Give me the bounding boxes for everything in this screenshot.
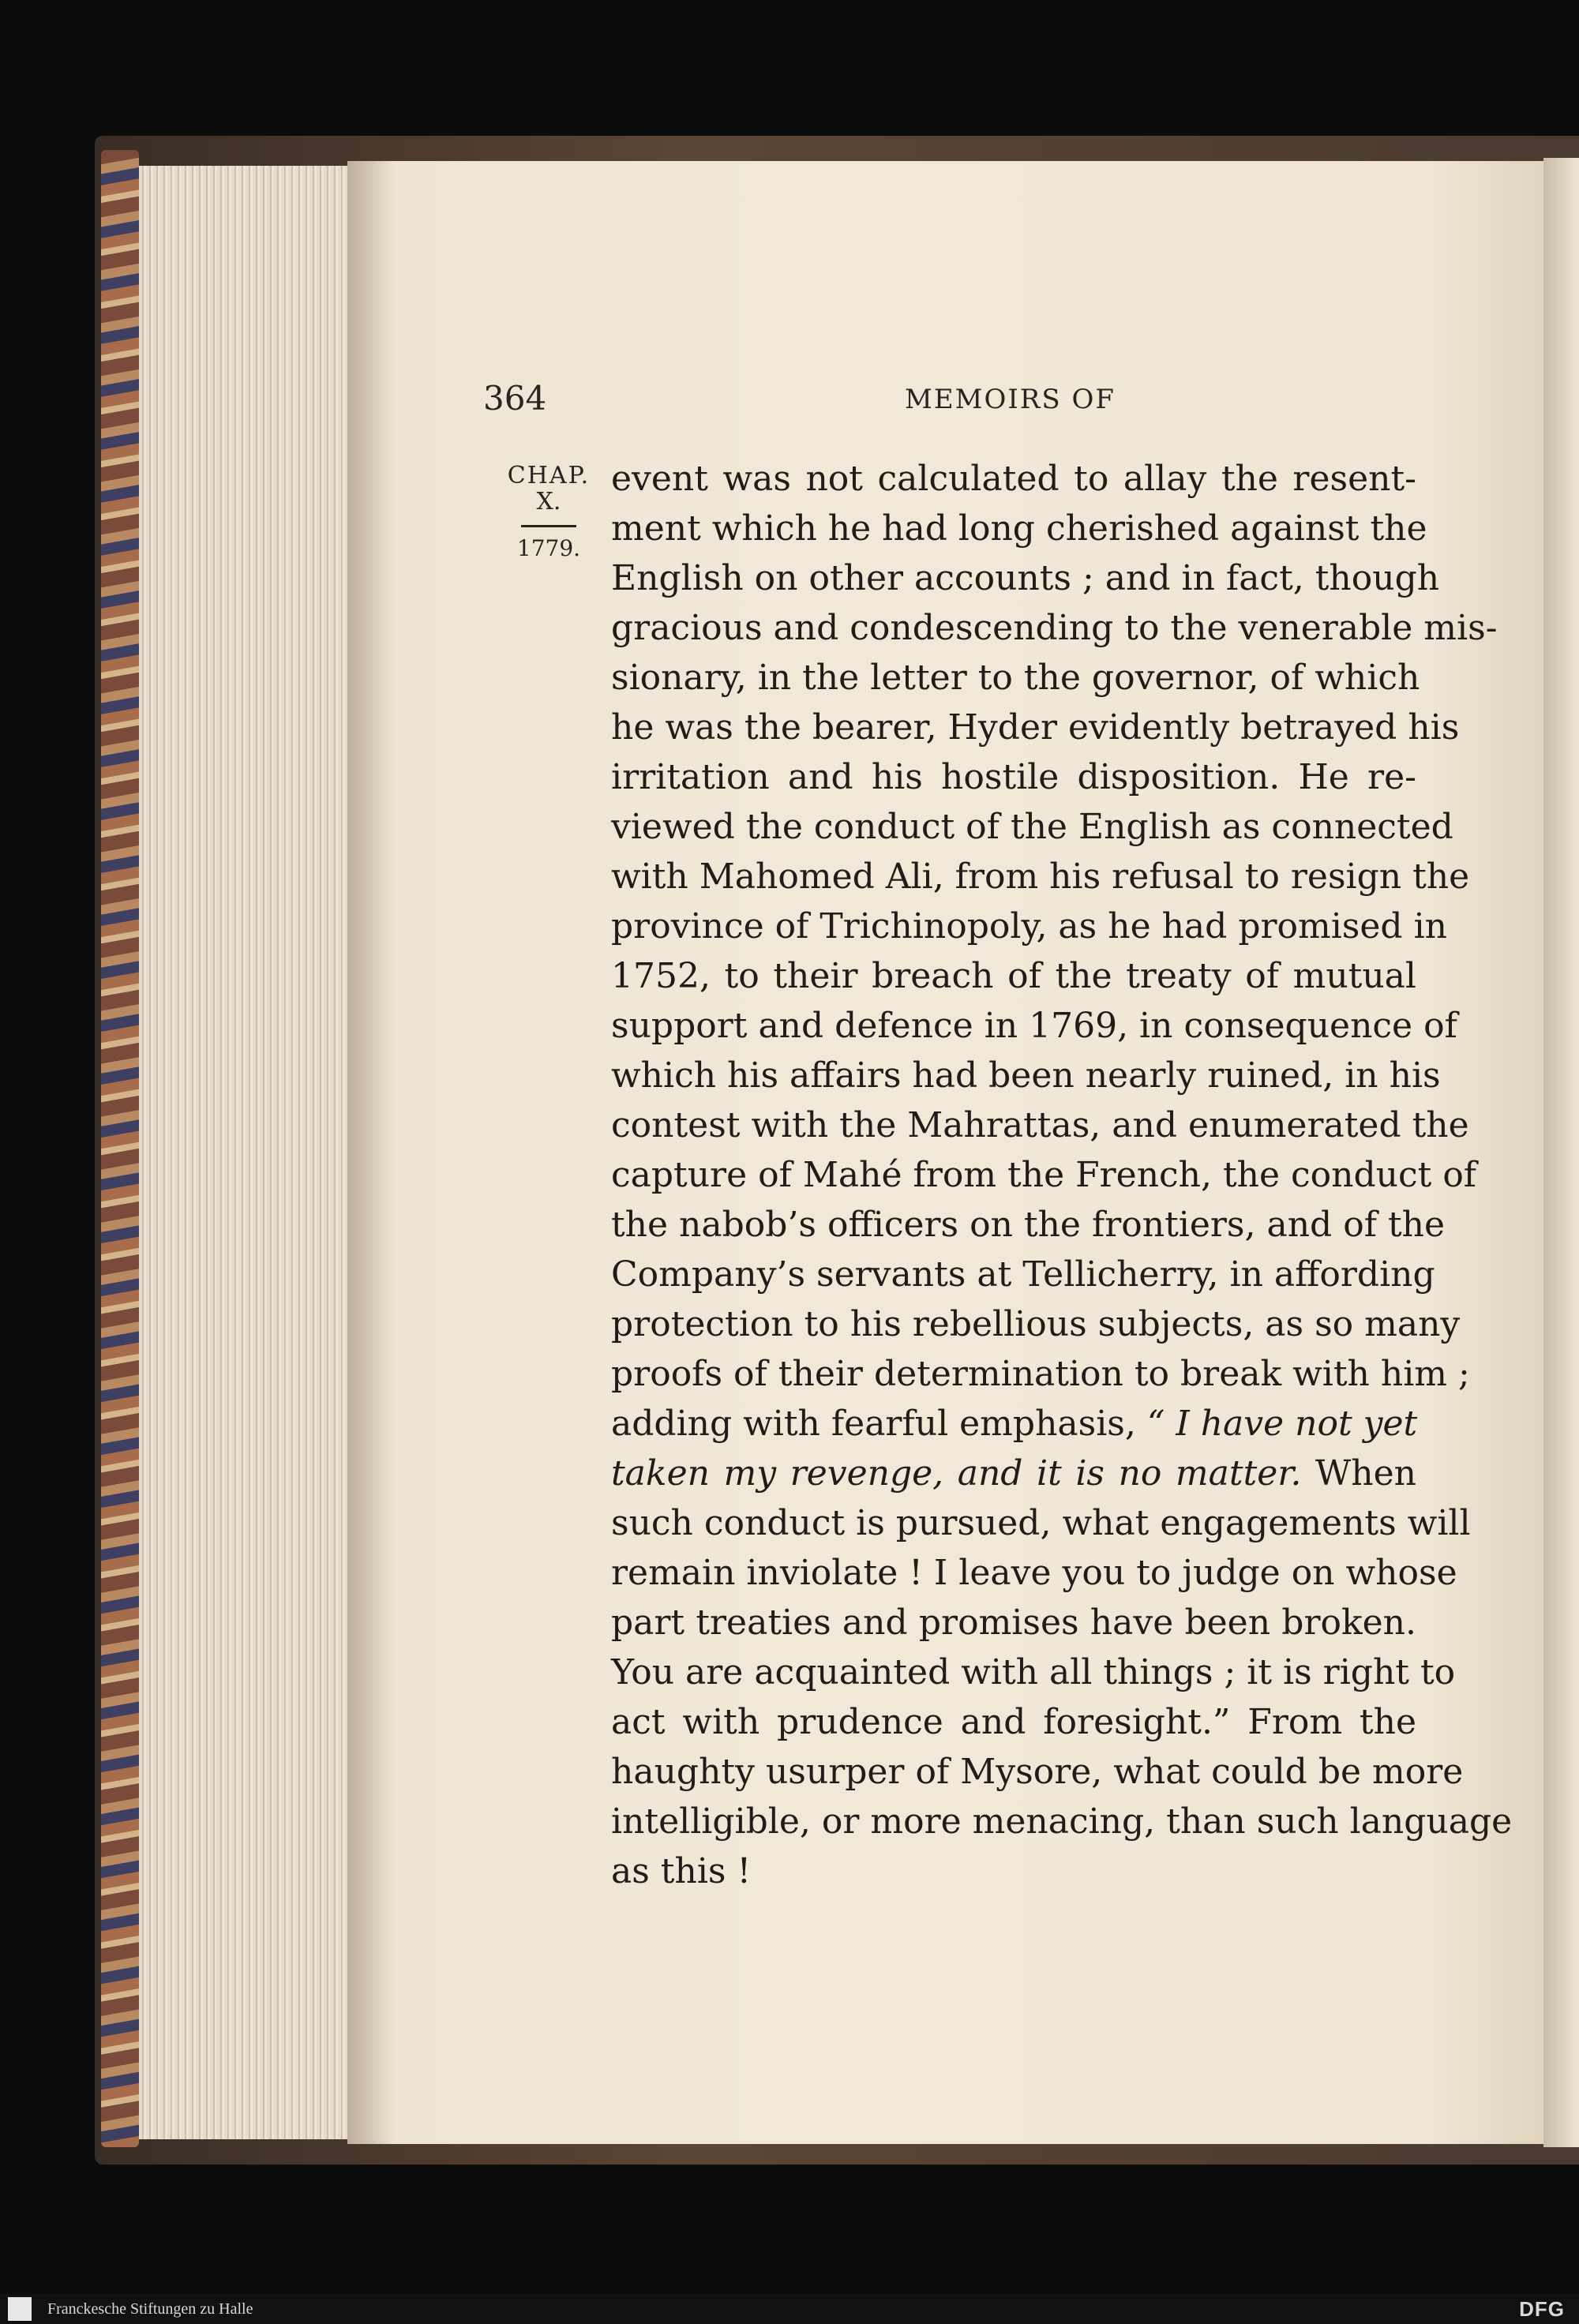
text-line: gracious and condescending to the venerable mis- — [611, 608, 1498, 648]
text-line: ment which he had long cherished against the — [611, 508, 1427, 549]
text-line: protection to his rebellious subjects, as so many — [611, 1304, 1461, 1344]
text-line: with Mahomed Ali, from his refusal to resign the — [611, 857, 1470, 897]
margin-chap-label: CHAP. — [507, 462, 591, 489]
text-line: capture of Mahé from the French, the conduct of — [611, 1155, 1477, 1195]
funder-logo: DFG — [1519, 2297, 1565, 2321]
text-line-quote-start — [611, 1399, 1416, 1449]
margin-rule — [521, 525, 576, 527]
institution-logo-icon — [8, 2297, 32, 2321]
text-line: viewed the conduct of the English as connected — [611, 807, 1453, 847]
text-line: You are acquainted with all things ; it is right to — [611, 1652, 1456, 1692]
marbled-edge — [101, 150, 139, 2147]
facing-page-edge — [1543, 158, 1579, 2147]
gutter-shadow — [347, 161, 395, 2144]
text-line: proofs of their determination to break with him ; — [611, 1354, 1470, 1394]
page-number: 364 — [483, 379, 547, 418]
text-line: support and defence in 1769, in consequence of — [611, 1006, 1457, 1046]
text-line: he was the bearer, Hyder evidently betrayed his — [611, 707, 1460, 748]
body-text — [611, 454, 1513, 1896]
text-line: contest with the Mahrattas, and enumerated the — [611, 1105, 1469, 1145]
margin-chap-number: X. — [536, 488, 561, 515]
text-line: such conduct is pursued, what engagements will — [611, 1503, 1471, 1543]
text-line: the nabob’s officers on the frontiers, and of the — [611, 1205, 1446, 1245]
institution-name: Franckesche Stiftungen zu Halle — [47, 2300, 253, 2318]
text-line: 1752, to their breach of the treaty of mutual — [611, 956, 1416, 996]
text-line: sionary, in the letter to the governor, of which — [611, 658, 1420, 698]
text-line: remain inviolate ! I leave you to judge on whose — [611, 1553, 1457, 1593]
text-line: Company’s servants at Tellicherry, in affording — [611, 1254, 1435, 1295]
text-line: province of Trichinopoly, as he had promised in — [611, 906, 1447, 946]
running-head-title: MEMOIRS OF — [905, 384, 1116, 415]
text-line-italic — [611, 1449, 1416, 1498]
footer-bar — [0, 2294, 1579, 2324]
text-line: irritation and his hostile disposition. He re- — [611, 757, 1416, 797]
quote-roman: adding with fearful emphasis, — [611, 1404, 1136, 1444]
margin-year: 1779. — [516, 535, 581, 561]
quote-roman-continued: When — [1315, 1453, 1416, 1494]
page-edges — [139, 166, 368, 2139]
text-line: intelligible, or more menacing, than such language — [611, 1801, 1513, 1842]
text-line: event was not calculated to allay the resent- — [611, 459, 1416, 499]
quote-italic-continued: taken my revenge, and it is no matter. — [611, 1453, 1302, 1494]
text-line: haughty usurper of Mysore, what could be more — [611, 1752, 1464, 1792]
margin-note — [497, 462, 600, 561]
text-line: English on other accounts ; and in fact, though — [611, 558, 1440, 598]
text-line: part treaties and promises have been broken. — [611, 1602, 1416, 1643]
text-line: act with prudence and foresight.” From the — [611, 1702, 1416, 1742]
quote-italic: “ I have not yet — [1146, 1404, 1418, 1444]
text-line-last: as this ! — [611, 1851, 752, 1891]
text-line: which his affairs had been nearly ruined, in his — [611, 1055, 1441, 1096]
